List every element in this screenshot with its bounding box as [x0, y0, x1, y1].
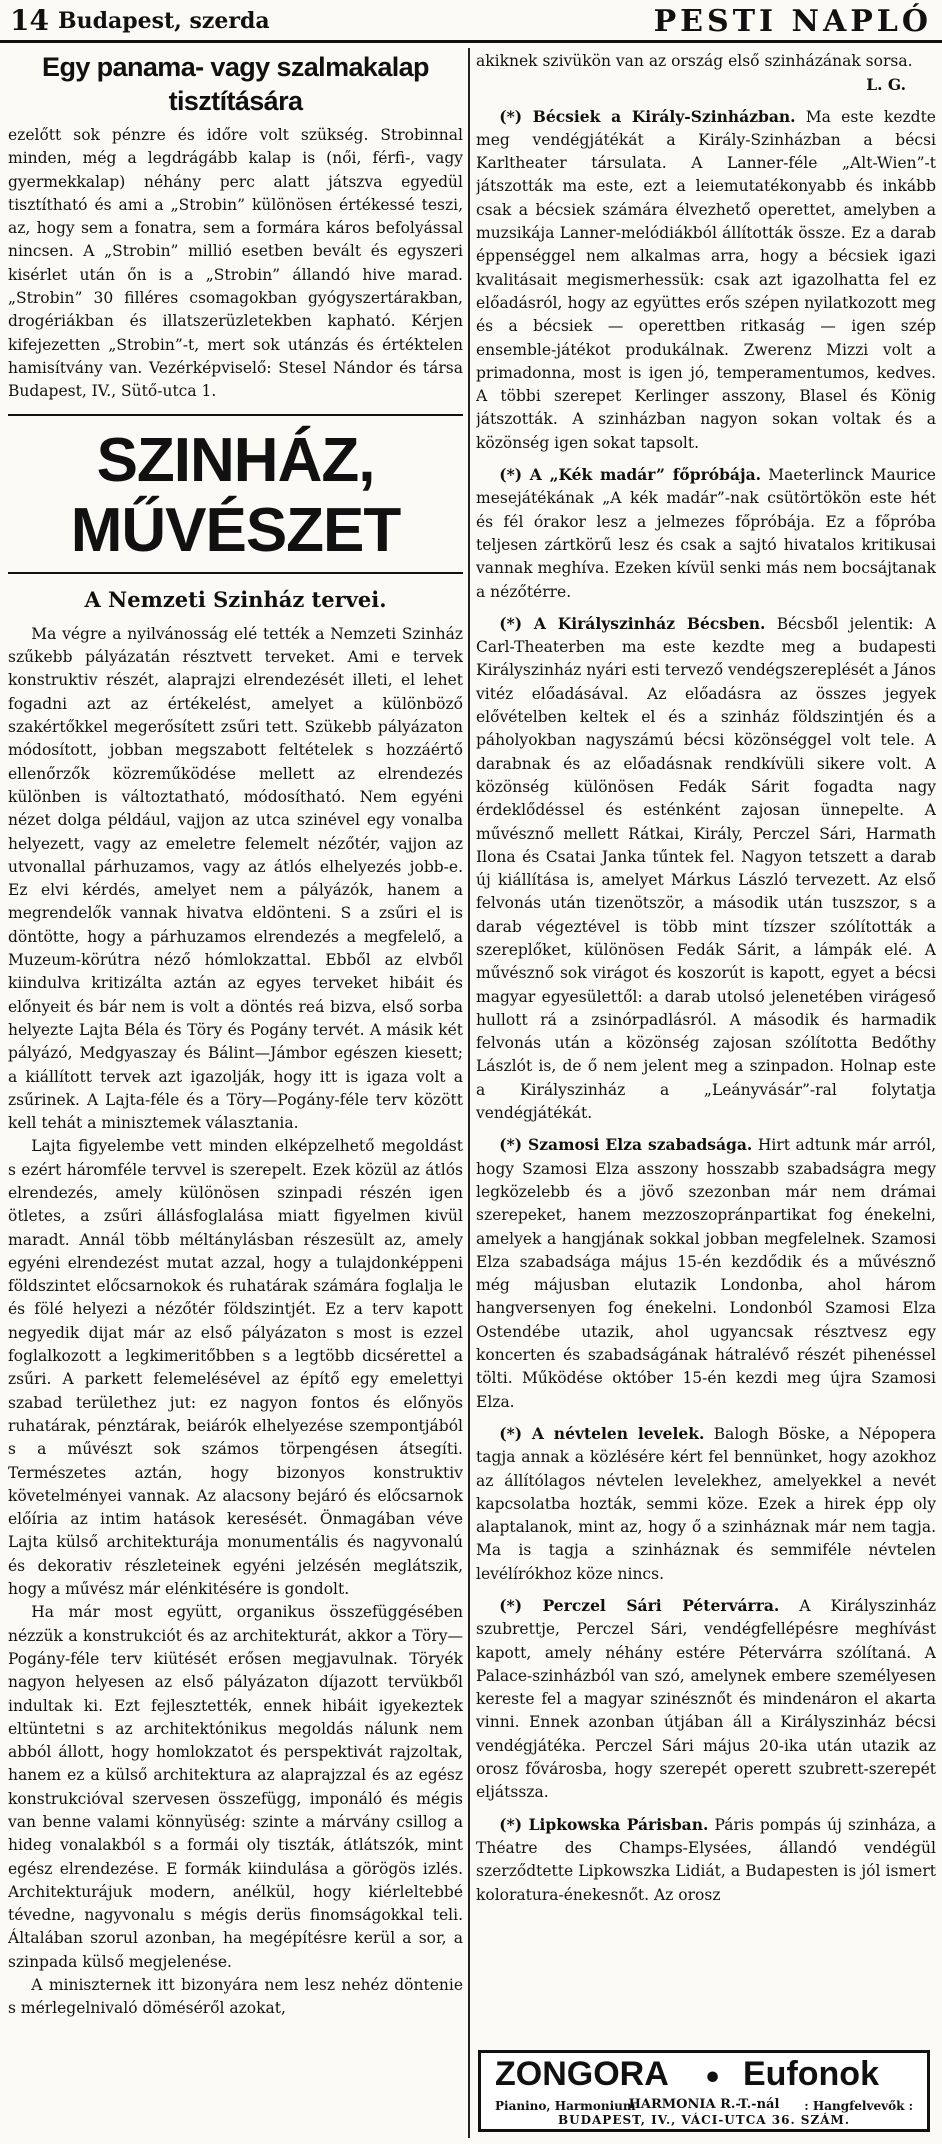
article-paragraph: Lajta figyelembe vett minden elképzelhető megoldást s ezért háromféle tervvel is szerepelt. Ezek közül az átlós elrendezés, amely különösen szinpadi részén igen ötletes, a zsűri állásfoglalása miatt figyelmen kivül maradt. Annál több méltánylásban részesült az, amely egyéni elrendezést mutat azzal, hogy a tulajdonképpeni földszintet előcsarnokok és ruhatárak számára foglalja le és fölé helyezi a nézőtér földszintjét. Ez a terv kapott negyedik dijat már az első pályázaton s most is ezzel foglalkozott a legkimeritőbben s a legtöbb dicsérettel a zsűri. A parkett felemelésével az építő egy emelettyi szabad területhez jut: ez nagyon fontos és előnyös ruhatárak, pénztárak, beiárók elhelyezése szempontjából s a művészt sok számos törpengésen átsegíti. Természetes aztán, hogy bizonyos konstruktiv követelményei vannak. Az alacsony bejáró és előcsarnok előíria az intim hatások keresését. Önmagában véve Lajta külső architekturája monumentális és nagyvonalú és dekorativ részleteinek egyéni jelzésén meglátszik, hogy a művész már elénkitésére is gondolt.	[8, 1137, 463, 1599]
news-item-body: Bécsből jelentik: A Carl-Theaterben ma este kezdte meg a budapesti Királyszinház nyári esti tervező vendégszereplését a János vitéz előadásával. Az előadásra az összes jegyek elővételben keltek el és a szinház földszintjén és a páholyokban nagyszámú bécsi közönséggel volt tele. A darabnak és az előadásnak rendkívüli sikere volt. A közönség különösen Fedák Sárit fogadta nagy érdeklődéssel és esténként zajosan ünnepelte. A művésznő mellett Rátkai, Király, Perczel Sári, Harmath Ilona és Csatai Janka tűntek fel. Nagyon tetszett a darab új kiállítása is, amelyet Márkus László tervezett. Az első felvonás után tizenötször, a második után tuszszor, s a darab végeztével is több mint tízszer szólították a szereplőket, különösen Fedák Sárit, a lámpák elé. A művésznő sok virágot és koszorút is kapott, egyet a bécsi magyar egyesülettől: a darab utolsó jelenetében virágeső hullott rá a zsinórpadlásról. A második és harmadik felvonás után a közönség zajosan szólította Bedőthy Lászlót is, de ő nem jelent meg a szinpadon. Holnap este a Királyszinház a „Leányvásár”-ral folytatja vendégjátékát.	[476, 614, 936, 1123]
strobin-ad-title: Egy panama- vagy szalmakalap tisztítására	[42, 52, 429, 116]
dateline: Budapest, szerda	[58, 8, 270, 34]
news-item-title: (*) Perczel Sári Pétervárra.	[499, 1596, 780, 1615]
news-item-body: A Királyszinház szubrettje, Perczel Sári, vendégfellépésre meghívást kapott, amely néhány estére Pétervárra szólítaná. A Palace-szinházból van szó, amelynek embere személyesen kereste fel a magyar szinésznőt és mindenáron el akarta vinni. Ennek azonban útjában áll a Királyszinház bécsi vendégjátéka. Perczel Sári május 20-ika után utazik az orosz fővárosba, hogy szerepét operett szubrett-szerepét eljátssza.	[476, 1597, 936, 1802]
news-item	[476, 1422, 936, 1586]
article-continuation: akiknek szivükön van az ország első szinházának sorsa.	[476, 52, 913, 70]
article-paragraph: Ma végre a nyilvánosság elé tették a Nemzeti Szinház szűkebb pályázatán résztvett terveket. Ami e tervek konstruktiv részét, alaprajzi elrendezését illeti, el lehet fogadni azt az értékelést, amelyet a különböző szakértőkkel megerősített zsűri tett. Szükebb pályázaton módosított, jobban megszabott feltételek s hozzáértő ellenőrzők közreműködése mellett az elrendezés különben is változtatható, módosítható. Nem egyéni nézet dolga például, vajjon az utca szinével egy vonalba helyezett, vagy az emeletre felemelt nézőtér, vajjon az utvonallal párhuzamos, vagy az átlós elhelyezés jobb-e. Ez elvi kérdés, amelyet nem a pályázók, hanem a megrendelők vannak hivatva eldönteni. S a zsűri el is döntötte, hogy a párhuzamos elrendezés a megfelelő, a Muzeum-körútra néző hómlokzattal. Ebből az elvből kiindulva kritizálta aztán az egyes terveket hibáit és előnyeit és bár nem is volt a döntés reá bizva, első sorba helyezte Lajta Béla és Töry és Pogány tervét. A másik két pályázó, Medgyaszay és Bálint—Jámbor egészen kiesett; a kiállított tervek azt igazolják, hogy itt is igaza volt a zsűrinek. A Lajta-féle és a Töry—Pogány-féle terv között kell tehát a minisztemek választania.	[8, 624, 463, 1133]
ad-address: BUDAPEST, IV., VÁCI-UTCA 36. SZÁM.	[557, 2113, 850, 2127]
news-item-title: (*) A Királyszinház Bécsben.	[499, 613, 766, 633]
ad-zongora: ZONGORA	[495, 2055, 669, 2093]
ad-left-line: Pianino, Harmonium	[495, 2099, 636, 2113]
news-item	[476, 612, 936, 1126]
section-title: SZINHÁZ, MŰVÉSZET	[8, 426, 463, 574]
masthead: PESTI NAPLÓ	[653, 4, 932, 39]
news-item-title: (*) A „Kék madár” főpróbája.	[499, 465, 762, 485]
news-item-body: Balogh Böske, a Népopera tagja annak a közlésére kért fel bennünket, hogy azokhoz az állítólagos névtelen levelekhez, amelyekkel a nevét kapcsolatba hozták, semmi köze. Ezek a hirek épp oly alaptalanok, mint az, hogy ő a szinháznak már nem tagja. Ma is tagja a szinháznak és semmiféle névtelen levélírókhoz köze nincs.	[476, 1424, 936, 1583]
column-divider	[468, 48, 470, 2138]
left-column	[8, 50, 463, 2130]
news-item	[476, 1813, 936, 1907]
news-item-body: Páris pompás új szinháza, a Théatre des Champs-Elysées, állandó vendégül szerződtette Lipkowszka Lidiát, a Budapesten is jól ismert koloratura-énekesnőt. Az orosz	[476, 1815, 936, 1904]
ad-company: HARMONIA R.-T.-nál	[628, 2097, 780, 2112]
news-item-title: (*) Bécsiek a Király-Szinházban.	[499, 106, 796, 126]
article-paragraph: Ha már most együtt, organikus összefüggésében nézzük a konstrukciót és az architekturát, akkor a Töry—Pogány-féle terv kiütését erősen megjavulnak. Töryék nagyon helyesen az első pályázaton díjazott tervükből indultak ki. Ezt fejlesztették, ennek hibáit igyekeztek eltüntetni s az architektónikus megoldás nálunk nem abból állott, hogy homlokzatot és perspektivát rajzoltak, hanem ez a külső architektura az alaprajzzal és az egész konstrukcióval szervesen összefügg, imponáló és mégis van benne valami könnyüség: szinte a márvány csillog a hideg vonalakból s a formái oly tiszták, átlátszók, mint egész elrendezése. E formák kiindulása a görögös izlés. Architekturájuk modern, anélkül, hogy kiérleltebbé tévedne, nagyvonalu s mégis derüs finomságokkal teli. Általában szorul azonban, ha megépítésre kerül a sor, a szinpada külső megjelenése.	[8, 1603, 463, 1971]
news-item	[476, 105, 936, 455]
news-item-title: (*) A névtelen levelek.	[499, 1423, 705, 1443]
article-title: A Nemzeti Szinház tervei.	[84, 586, 387, 612]
news-item	[476, 1133, 936, 1414]
news-item-body: Maeterlinck Maurice mesejátékának „A kék madár”-nak csütörtökön este hét és fél órakor lesz a jelmezes főpróbája. Ez a főpróba teljesen zártkörű lesz és csak a sajtó hivatalos kritikusai vannak meghíva. Ezeken kívül senki más nem bocsájtanak a nézőtérre.	[476, 466, 936, 601]
ad-right-line: : Hangfelvevők :	[804, 2099, 913, 2113]
ad-bullet-icon: •	[703, 2061, 723, 2096]
news-item	[476, 463, 936, 604]
strobin-ad-body: ezelőtt sok pénzre és időre volt szükség. Strobinnal minden, még a legdrágább kalap is (női, férfi-, vagy gyermekkalap) néhány perc alatt játszva egyedül tisztítható és ami a „Strobin” különösen értékessé teszi, az, hogy sem a fonatra, sem a formára káros befolyással nincsen. A „Strobin” millió esetben bevált és egyszeri kisérlet után őn is a „Strobin” állandó hive marad. „Strobin” 30 filléres csomagokban gyógyszertárakban, drogériákban és illatszerüzletekben kapható. Kérjen kifejezetten „Strobin”-t, mert sok utánzás és értéktelen hamisítvány van. Vezérképviselő: Stesel Nándor és társa Budapest, IV., Sütő-utca 1.	[8, 126, 463, 401]
page-header	[0, 0, 942, 43]
article-signature: L. G.	[866, 75, 906, 95]
page-number: 14	[10, 4, 49, 37]
news-item-body: Hirt adtunk már arról, hogy Szamosi Elza asszony hosszabb szabadságra megy legközelebb és a jövő szezonban már nem drámai szerepeket, hanem mezzoszopránpartikat fog énekelni, amelyek a hangjának sokkal jobban megfelelnek. Szamosi Elza szabadsága május 15-én kezdődik és a művésznő még májusban elutazik Londonba, ahol három hangversenyen fog énekelni. Londonból Szamosi Elza Ostendébe utazik, ahol ugyancsak résztvesz egy koncerten és szabadságának hátralévő részét pihenéssel tölti. Működése október 15-én kezdi meg újra Szamosi Elza.	[476, 1136, 936, 1411]
news-item-title: (*) Lipkowska Párisban.	[499, 1814, 709, 1834]
article-paragraph: A miniszternek itt bizonyára nem lesz nehéz döntenie s mérlegelnivaló döméséről azokat,	[8, 1976, 463, 2018]
zongora-ad	[478, 2050, 930, 2132]
news-item-title: (*) Szamosi Elza szabadsága.	[499, 1135, 753, 1155]
news-item	[476, 1594, 936, 1805]
news-item-body: Ma este kezdte meg vendégjátékát a Király-Szinházban a bécsi Karltheater társulata. A Lanner-féle „Alt-Wien”-t játszották ma este, ezt a leiemutatékonyabb és inkább csak a bécsiek számára élvezhető operettet, amelyben a muzsikája Lanner-melódiákból állították össze. Ez a darab éppenséggel nem alkalmas arra, hogy a bécsiek igazi kvalitásait megismerhessük: csak azt igazolhatta fel ez előadásról, hogy az együttes erős szépen nyilatkozott meg és a bécsiek — operettben ritkaság — igen szép ensemble-játékot produkálnak. Zwerenz Mizzi volt a primadonna, most is igen jó, temperamentumos, kedves. A többi szerepet Kerlinger asszony, Blasel és König játszották. A szinházban nagyon sokan voltak és a közönség igen sokat tapsolt.	[476, 107, 936, 452]
section-divider	[8, 414, 463, 416]
right-column	[476, 50, 936, 2040]
ad-eufonok: Eufonok	[743, 2055, 879, 2093]
